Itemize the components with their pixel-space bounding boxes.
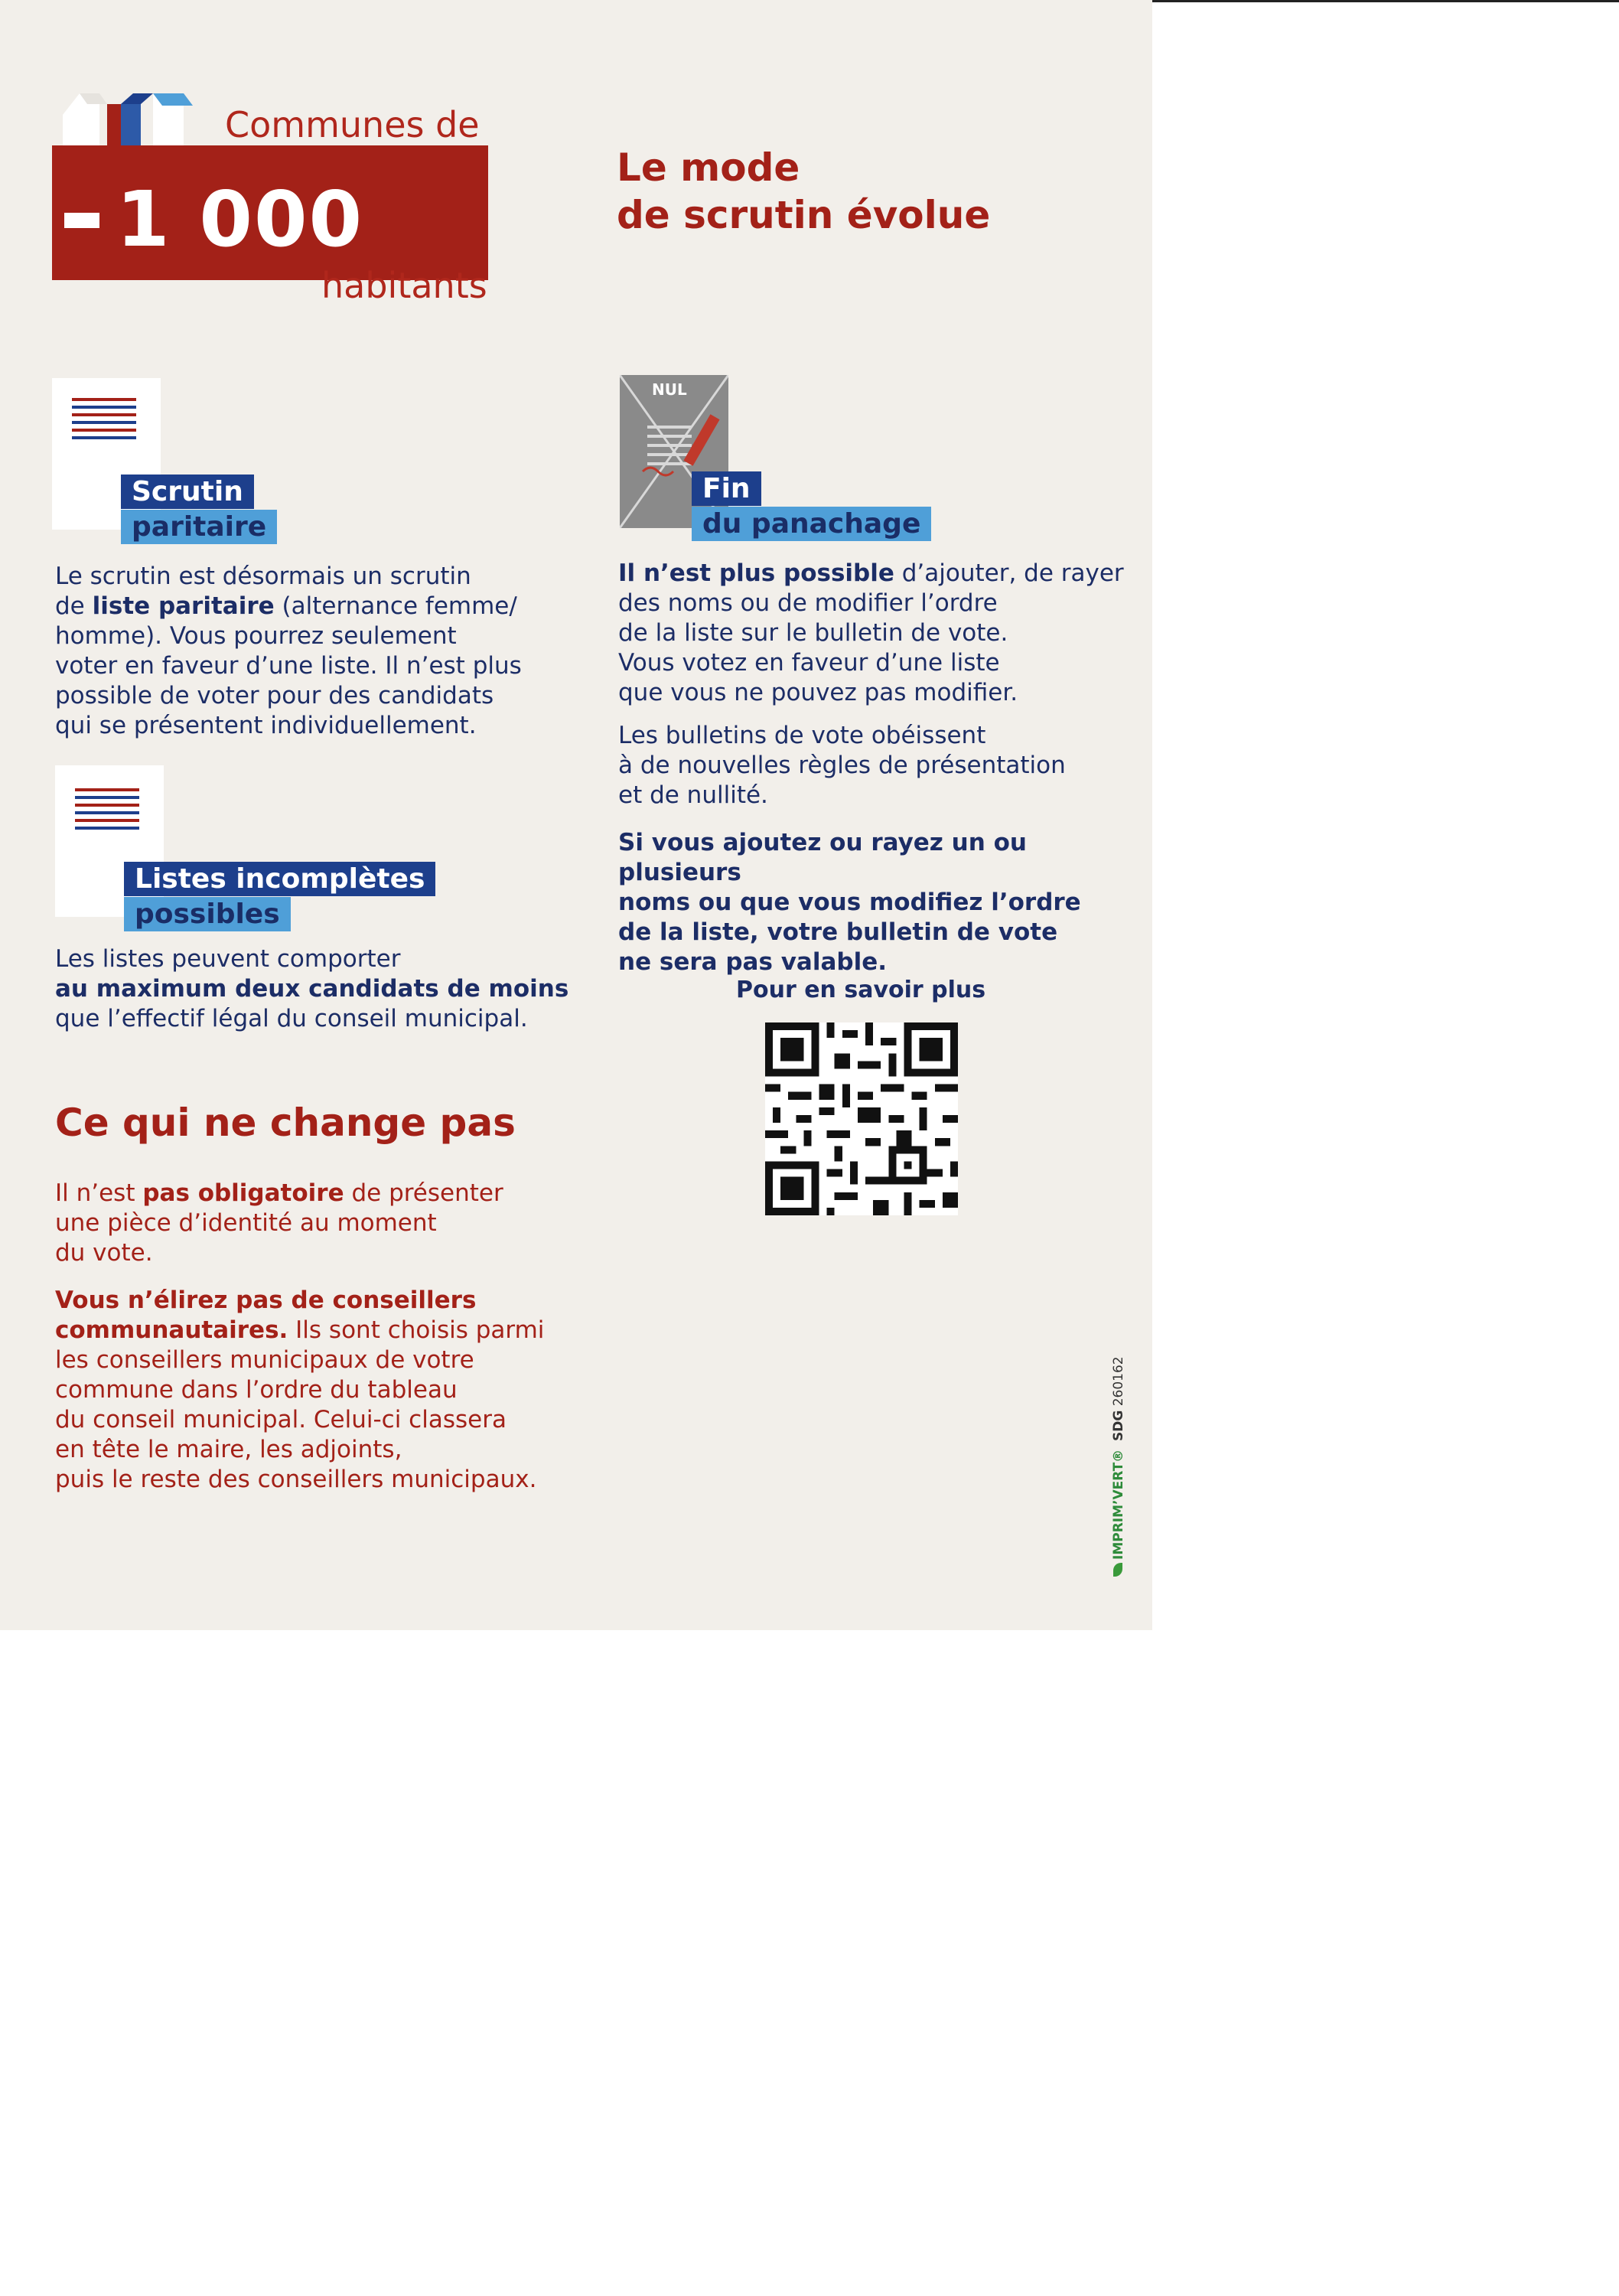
communes-de-label: Communes de	[225, 104, 480, 145]
identite-text: Il n’est pas obligatoire de présenter une pièce d’identité au moment du vote.	[55, 1179, 503, 1267]
section-title-ne-change-pas: Ce qui ne change pas	[55, 1101, 516, 1145]
savoir-plus-label: Pour en savoir plus	[736, 977, 986, 1003]
conseillers-text: Vous n’élirez pas de conseillers communautaires. Ils sont choisis parmi les conseillers municipaux de votre commune dans l’ordre du tableau du conseil municipal. Celui-ci classera en tête le maire, les adjoints, puis le reste des conseillers municipaux.	[55, 1287, 545, 1493]
panachage-text: Il n’est plus possible d’ajouter, de rayer des noms ou de modifier l’ordre de la liste sur le bulletin de vote. Vous votez en faveur d’une liste que vous ne pouvez pas modifier.	[618, 559, 1124, 706]
scan-edge-line	[1148, 0, 1619, 2]
paritaire-text: Le scrutin est désormais un scrutin de liste paritaire (alternance femme/ homme). Vous pourrez seulement voter en faveur d’une liste. Il n’est plus possible de voter pour des candidats qui se présentent individuellement.	[55, 563, 522, 739]
leaf-icon	[1113, 1563, 1122, 1577]
incompletes-text: Les listes peuvent comporter au maximum deux candidats de moins que l’effectif légal du conseil municipal.	[55, 945, 569, 1032]
tag-fin: Fin	[692, 471, 761, 506]
tag-du-panachage: du panachage	[692, 507, 931, 541]
tag-listes-incompletes: Listes incomplètes	[124, 862, 435, 896]
population-number: 1 000	[64, 174, 363, 264]
minus-sign	[64, 213, 99, 228]
main-title: Le mode de scrutin évolue	[617, 145, 991, 237]
imprim-vert-mark: IMPRIM’VERT® SDG 260162	[1111, 1356, 1126, 1577]
bulletins-text: Les bulletins de vote obéissent à de nouvelles règles de présentation et de nullité.	[618, 722, 1066, 809]
tag-scrutin: Scrutin	[121, 475, 254, 509]
qr-code-icon[interactable]	[765, 1022, 958, 1215]
tag-paritaire: paritaire	[121, 510, 277, 544]
nul-label: NUL	[652, 380, 687, 399]
tag-possibles: possibles	[124, 897, 291, 931]
nullite-warning-text: Si vous ajoutez ou rayez un ou plusieurs noms ou que vous modifiez l’ordre de la liste, votre bulletin de vote ne sera pas valable.	[618, 829, 1081, 976]
habitants-label: habitants	[321, 265, 487, 306]
